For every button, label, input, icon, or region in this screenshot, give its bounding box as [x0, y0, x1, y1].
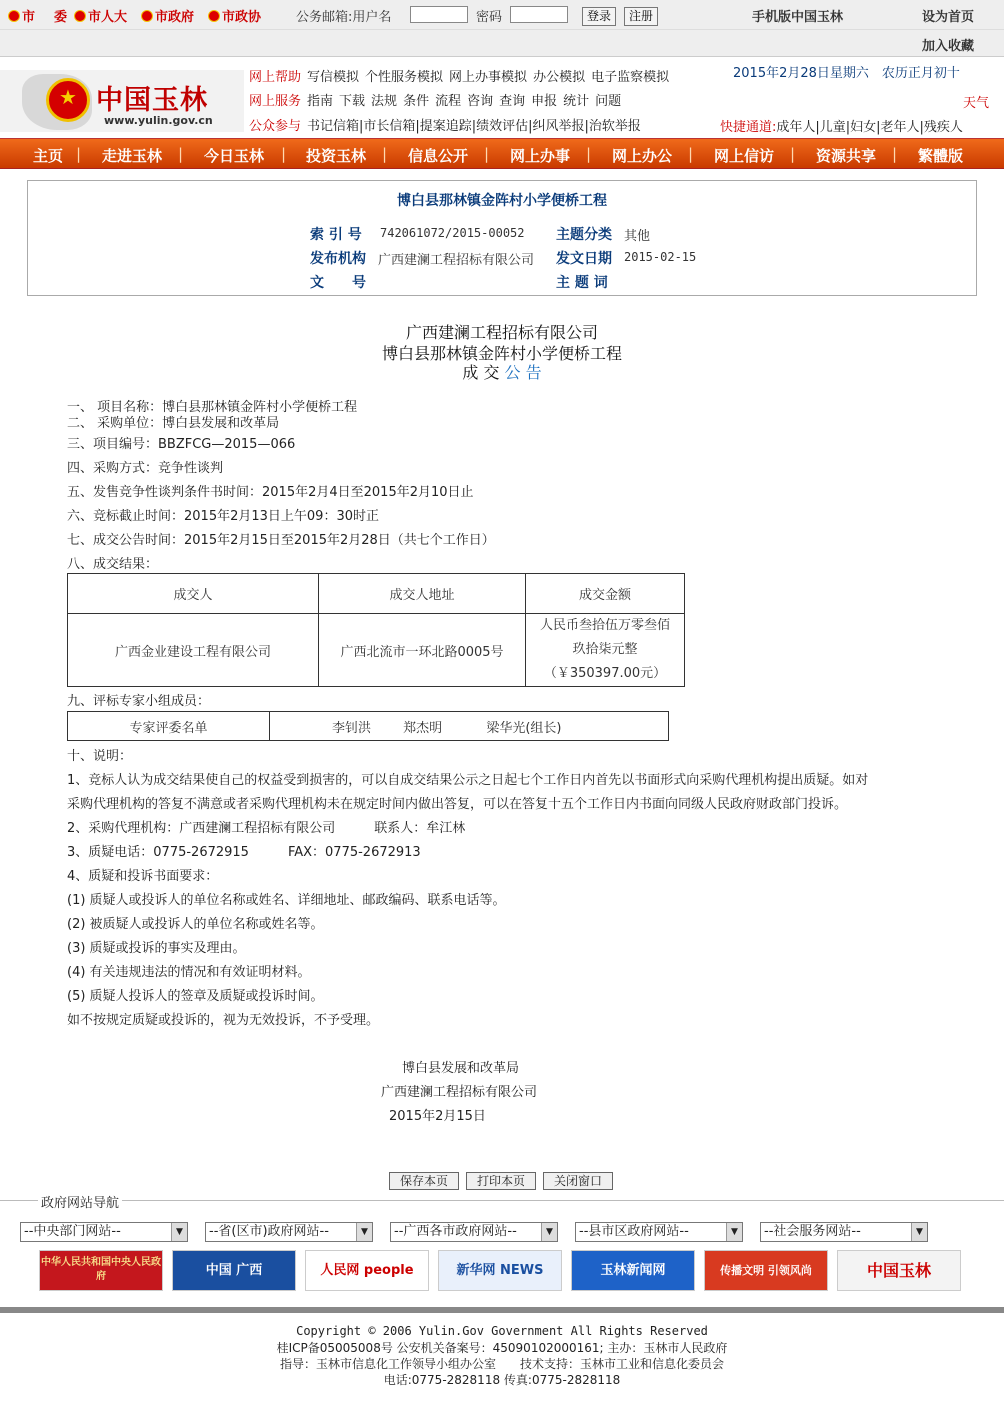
- public-label: 公众参与: [249, 119, 302, 134]
- peoples-congress-link[interactable]: 市人大: [74, 6, 127, 25]
- central-sites-select[interactable]: --中央部门网站-- ▼: [20, 1222, 188, 1242]
- notes-title: 十、说明：: [67, 749, 133, 764]
- amount-line: 玖拾柒元整: [572, 642, 638, 657]
- experts-label: 九、评标专家小组成员：: [67, 694, 211, 709]
- public-items[interactable]: 书记信箱|市长信箱|提案追踪|绩效评估|纠风举报|治软举报: [307, 119, 641, 134]
- main-nav: 主页 | 走进玉林 | 今日玉林 | 投资玉林 | 信息公开 | 网上办事 | 网上办公 | 网上信访 | 资源共享 | 繁體版: [0, 138, 1004, 169]
- banner-guangxi[interactable]: 中国 广西: [172, 1250, 296, 1291]
- county-sites-select[interactable]: --县市区政府网站-- ▼: [575, 1222, 743, 1242]
- signature-date: 2015年2月15日: [389, 1109, 486, 1124]
- keyword-label: 主 题 词: [556, 275, 608, 291]
- address-cell: 广西北流市一环北路0005号: [319, 614, 526, 687]
- banner-yulin-news[interactable]: 玉林新闻网: [571, 1250, 695, 1291]
- winner-cell: 广西金业建设工程有限公司: [68, 614, 319, 687]
- quick-items[interactable]: 成年人|儿童|妇女|老年人|残疾人: [776, 120, 963, 135]
- footer-divider: [0, 1307, 1004, 1313]
- hammer-sickle-icon: [8, 10, 20, 22]
- service-item[interactable]: 条件: [403, 94, 430, 109]
- nav-home[interactable]: 主页: [33, 147, 64, 165]
- info-title: 博白县那林镇金阵村小学便桥工程: [397, 193, 607, 209]
- nav-today[interactable]: 今日玉林: [204, 147, 265, 165]
- amount-cell: [526, 614, 685, 687]
- password-label: 密码: [476, 10, 503, 25]
- banner-civilization[interactable]: 传播文明 引领风尚: [704, 1250, 828, 1291]
- nav-about[interactable]: 走进玉林: [102, 147, 163, 165]
- banner-central-gov[interactable]: 中华人民共和国中央人民政府: [39, 1250, 163, 1291]
- note-line: 采购代理机构的答复不满意或者采购代理机构未在规定时间内做出答复，可以在答复十五个工作日内书面向同级人民政府财政部门投诉。: [67, 797, 848, 812]
- party-committee-link[interactable]: 市: [8, 6, 35, 25]
- print-page-button[interactable]: 打印本页: [466, 1172, 536, 1190]
- logo-text: 中国玉林: [96, 85, 208, 116]
- quick-access: [720, 116, 963, 135]
- help-item[interactable]: 办公模拟: [533, 70, 586, 85]
- banner-china-yulin[interactable]: 中国玉林: [837, 1250, 961, 1291]
- note-requirement: (2) 被质疑人或投诉人的单位名称或姓名等。: [67, 917, 324, 932]
- note-requirement: (1) 质疑人或投诉人的单位名称或姓名、详细地址、邮政编码、联系电话等。: [67, 893, 506, 908]
- nav-online-office[interactable]: 网上办公: [612, 147, 673, 165]
- item-method: 四、采购方式：竞争性谈判: [67, 461, 224, 476]
- service-item[interactable]: 申报: [531, 94, 558, 109]
- publisher-value: 广西建澜工程招标有限公司: [378, 253, 535, 268]
- note-requirement: (5) 质疑人投诉人的签章及质疑或投诉时间。: [67, 989, 324, 1004]
- index-value: 742061072/2015-00052: [380, 226, 525, 240]
- quick-label: 快捷通道:: [720, 120, 777, 135]
- date-value: 2015-02-15: [624, 250, 697, 264]
- amount-line: （￥350397.00元）: [543, 666, 667, 681]
- date-display: 2015年2月28日星期六 农历正月初十: [733, 66, 960, 81]
- city-sites-select[interactable]: --广西各市政府网站-- ▼: [390, 1222, 558, 1242]
- doc-heading-project: 博白县那林镇金阵村小学便桥工程: [381, 344, 622, 363]
- city-government-link[interactable]: 市政府: [141, 6, 194, 25]
- item-purchaser: 二、 采购单位：博白县发展和改革局: [67, 416, 280, 431]
- chevron-down-icon: ▼: [356, 1223, 372, 1241]
- expert-name: 郑杰明: [403, 720, 443, 736]
- header-address: 成交人地址: [319, 574, 526, 614]
- nav-invest[interactable]: 投资玉林: [306, 147, 367, 165]
- cppcc-link[interactable]: 市政协: [208, 6, 261, 25]
- header-winner: 成交人: [68, 574, 319, 614]
- note-final: 如不按规定质疑或投诉的，视为无效投诉，不予受理。: [67, 1013, 380, 1028]
- close-window-button[interactable]: 关闭窗口: [543, 1172, 613, 1190]
- category-value: 其他: [624, 229, 651, 244]
- expert-name: 梁华光(组长): [486, 720, 562, 736]
- add-favorite-link[interactable]: 加入收藏: [922, 39, 975, 54]
- item-notice-period: 七、成交公告时间：2015年2月15日至2015年2月28日（共七个工作日）: [67, 533, 495, 548]
- service-item[interactable]: 法规: [371, 94, 398, 109]
- item-project-name: 一、 项目名称：博白县那林镇金阵村小学便桥工程: [67, 400, 358, 415]
- weather-link[interactable]: 天气: [963, 96, 990, 111]
- help-item[interactable]: 网上办事模拟: [449, 70, 528, 85]
- banner-people[interactable]: 人民网 people: [305, 1250, 429, 1291]
- username-input[interactable]: [410, 6, 468, 23]
- register-button[interactable]: 注册: [624, 7, 658, 26]
- footer-contact: 电话:0775-2828118 传真:0775-2828118: [383, 1373, 621, 1387]
- cppcc-emblem-icon: [208, 10, 220, 22]
- top-bar-row: [0, 0, 1004, 30]
- docno-label: 文 号: [310, 275, 366, 291]
- help-item[interactable]: 电子监察模拟: [591, 70, 670, 85]
- nav-petition[interactable]: 网上信访: [714, 147, 775, 165]
- signature-company: 广西建澜工程招标有限公司: [381, 1085, 538, 1100]
- doc-heading-notice: 成 交 公 告: [462, 363, 542, 382]
- footer-copyright: Copyright © 2006 Yulin.Gov Government All Rights Reserved: [296, 1324, 708, 1338]
- password-input[interactable]: [510, 6, 568, 23]
- service-item[interactable]: 统计: [563, 94, 590, 109]
- doc-heading-company: 广西建澜工程招标有限公司: [405, 323, 598, 342]
- note-requirement: (4) 有关违规违法的情况和有效证明材料。: [67, 965, 311, 980]
- service-item[interactable]: 指南: [307, 94, 334, 109]
- emblem-icon: [141, 10, 153, 22]
- publisher-label: 发布机构: [310, 251, 366, 267]
- banner-xinhua[interactable]: 新华网 NEWS: [438, 1250, 562, 1291]
- emblem-icon: [74, 10, 86, 22]
- gov-nav-label: 政府网站导航: [38, 1192, 122, 1211]
- site-logo[interactable]: [0, 70, 244, 132]
- chevron-down-icon: ▼: [171, 1223, 187, 1241]
- social-sites-select[interactable]: --社会服务网站-- ▼: [760, 1222, 928, 1242]
- amount-line: 人民币叁拾伍万零叁佰: [539, 618, 670, 633]
- experts-list-label: 专家评委名单: [68, 712, 270, 741]
- save-page-button[interactable]: 保存本页: [389, 1172, 459, 1190]
- note-agency: 2、采购代理机构：广西建澜工程招标有限公司 联系人：牟江林: [67, 821, 466, 836]
- mailbox-label: 公务邮箱:用户名: [296, 10, 392, 25]
- category-label: 主题分类: [556, 227, 612, 243]
- service-item[interactable]: 流程: [435, 94, 462, 109]
- footer-support: 指导：玉林市信息化工作领导小组办公室 技术支持：玉林市工业和信息化委员会: [279, 1357, 724, 1371]
- service-row: [249, 90, 627, 109]
- help-label: 网上帮助: [249, 70, 302, 85]
- signature-bureau: 博白县发展和改革局: [402, 1061, 520, 1076]
- top-bar: [0, 0, 1004, 57]
- item-result-label: 八、成交结果：: [67, 557, 159, 572]
- note-phone: 3、质疑电话：0775-2672915 FAX：0775-2672913: [67, 845, 421, 860]
- footer-icp: 桂ICP备05005008号 公安机关备案号：45090102000161; 主办：玉林市人民政府: [276, 1341, 728, 1355]
- document-info-box: [27, 180, 977, 296]
- national-emblem-icon: [46, 78, 90, 122]
- login-button[interactable]: 登录: [582, 7, 616, 26]
- party-committee-link-2[interactable]: 委: [54, 10, 68, 25]
- note-line: 1、竞标人认为成交结果使自己的权益受到损害的，可以自成交结果公示之日起七个工作日内首先以书面形式向采购代理机构提出质疑。如对: [67, 773, 869, 788]
- service-item[interactable]: 查询: [499, 94, 526, 109]
- set-homepage-link[interactable]: 设为首页: [922, 10, 975, 25]
- index-label: 索 引 号: [310, 227, 362, 243]
- help-row: [249, 66, 675, 85]
- province-sites-select[interactable]: --省(区市)政府网站-- ▼: [205, 1222, 373, 1242]
- nav-online-service[interactable]: 网上办事: [510, 147, 571, 165]
- chevron-down-icon: ▼: [726, 1223, 742, 1241]
- item-deadline: 六、竞标截止时间：2015年2月13日上午09：30时正: [67, 509, 379, 524]
- nav-info-public[interactable]: 信息公开: [408, 147, 469, 165]
- mobile-version-link[interactable]: 手机版中国玉林: [752, 10, 844, 25]
- nav-traditional[interactable]: 繁體版: [918, 147, 964, 165]
- item-project-no: 三、项目编号：BBZFCG—2015—066: [67, 437, 296, 452]
- help-item[interactable]: 写信模拟: [307, 70, 360, 85]
- note-requirements: 4、质疑和投诉书面要求：: [67, 869, 219, 884]
- expert-name: 李钊洪: [332, 720, 372, 736]
- service-item[interactable]: 问题: [595, 94, 622, 109]
- header-amount: 成交金额: [526, 574, 685, 614]
- help-item[interactable]: 个性服务模拟: [365, 70, 444, 85]
- item-sale-time: 五、发售竞争性谈判条件书时间：2015年2月4日至2015年2月10日止: [67, 485, 474, 500]
- experts-table: [67, 711, 669, 741]
- chevron-down-icon: ▼: [541, 1223, 557, 1241]
- result-table: [67, 573, 685, 687]
- note-requirement: (3) 质疑或投诉的事实及理由。: [67, 941, 246, 956]
- experts-names: [270, 712, 669, 741]
- date-label: 发文日期: [556, 251, 612, 267]
- chevron-down-icon: ▼: [911, 1223, 927, 1241]
- service-item[interactable]: 咨询: [467, 94, 494, 109]
- service-item[interactable]: 下载: [339, 94, 366, 109]
- logo-url: www.yulin.gov.cn: [104, 114, 213, 127]
- nav-resources[interactable]: 资源共享: [816, 147, 877, 165]
- service-label: 网上服务: [249, 94, 302, 109]
- public-row: [249, 115, 641, 134]
